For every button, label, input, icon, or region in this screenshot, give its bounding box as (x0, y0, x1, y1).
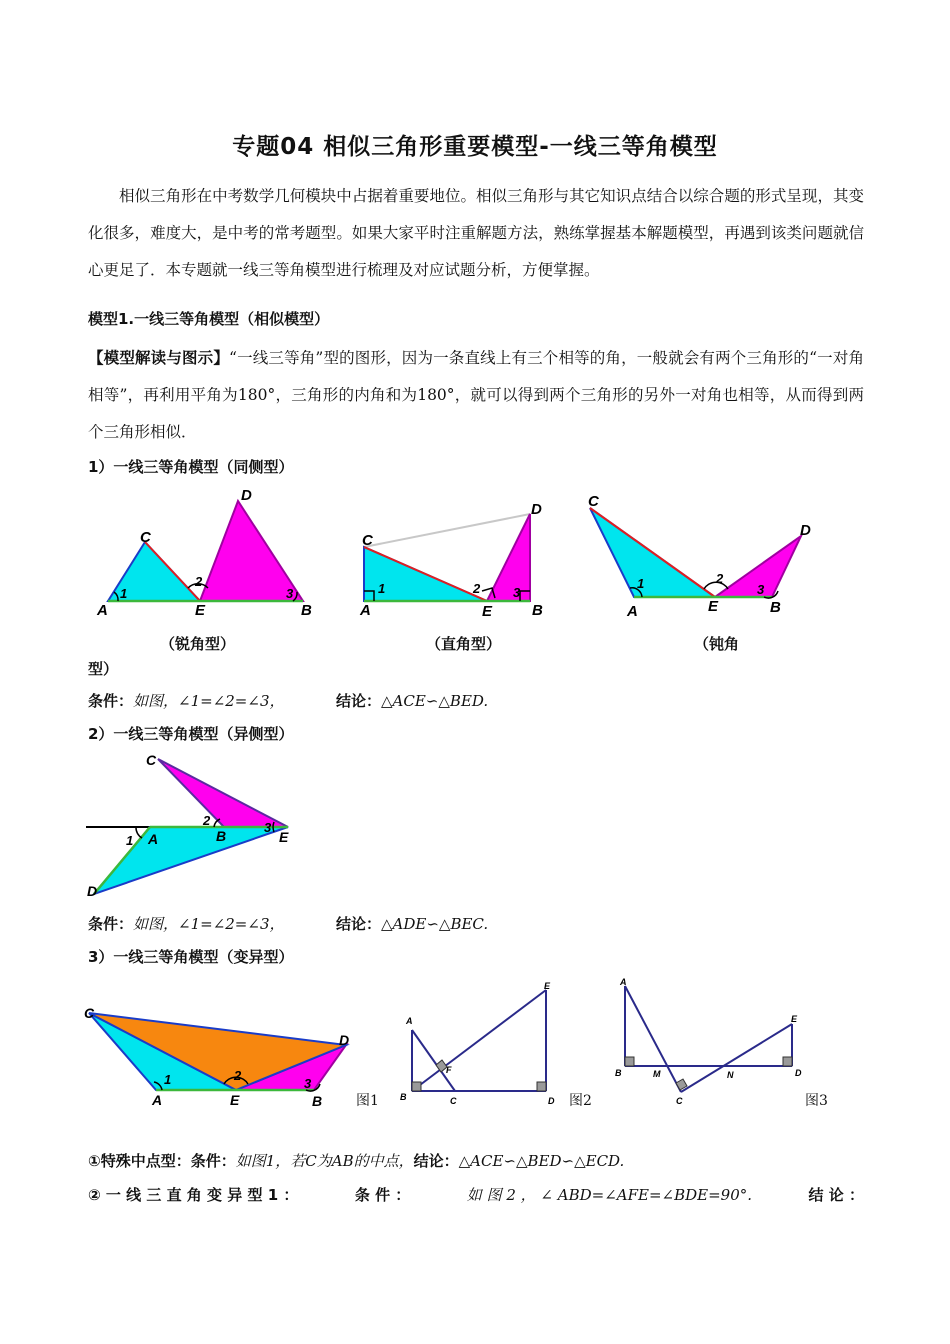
label-a: A (360, 602, 371, 619)
fig-num-3: 图3 (805, 1093, 828, 1109)
model1-desc-text: “一线三等角”型的图形，因为一条直线上有三个相等的角，一般就会有两个三角形的“一对角相等”，再利用平角为180°，三角形的内角和为180°，就可以得到两个三角形的另外一对角也相等，从而得到两个三角形相似． (88, 349, 864, 441)
label-c: C (676, 1096, 683, 1106)
angle-1: 1 (126, 833, 134, 848)
label-a: A (148, 831, 159, 847)
angle-2: 2 (234, 1068, 242, 1083)
angle-1: 1 (378, 581, 386, 596)
label-f: F (446, 1065, 452, 1075)
angle-3: 3 (304, 1076, 312, 1091)
label-b: B (400, 1092, 407, 1102)
figure-obtuse (582, 488, 822, 623)
sec1-heading: 1）一线三等角模型（同侧型） (88, 458, 294, 476)
special-case-2 (88, 1184, 864, 1205)
condition-1 (88, 690, 285, 711)
model1-description (88, 340, 864, 451)
label-b: B (615, 1068, 622, 1078)
caption-right: （直角型） (426, 635, 502, 653)
angle-1: 1 (637, 576, 645, 591)
label-c: C (146, 752, 157, 768)
caption-acute: （锐角型） (160, 635, 236, 653)
cond1-text: 如图，∠1=∠2=∠3， (133, 692, 285, 710)
edge-cd (364, 514, 530, 547)
label-a: A (152, 1092, 163, 1108)
figure-variant-1 (84, 1000, 359, 1110)
cond-label: 条件： (88, 915, 134, 933)
label-b: B (216, 828, 227, 844)
label-b: B (301, 602, 312, 619)
label-b: B (312, 1093, 323, 1109)
figure-right (352, 494, 562, 624)
angle-2: 2 (203, 813, 211, 828)
label-d: D (241, 487, 252, 504)
caption-obtuse-tail: 型） (88, 660, 119, 678)
special1-cond: 如图1，若C为AB的中点， (235, 1152, 414, 1170)
special1-concl-label: 结论： (413, 1152, 459, 1170)
special1-cond-label: 条件： (190, 1152, 236, 1170)
special1-prefix: ①特殊中点型： (88, 1152, 191, 1170)
angle-2: 2 (473, 581, 481, 596)
label-a: A (406, 1016, 413, 1026)
label-e: E (482, 603, 493, 620)
label-b: B (532, 602, 543, 619)
concl1-text: △ACE∽△BED. (381, 692, 489, 710)
angle-1: 1 (164, 1072, 172, 1087)
sec2-heading: 2）一线三等角模型（异侧型） (88, 725, 294, 743)
sec3-heading: 3）一线三等角模型（变异型） (88, 948, 294, 966)
special2-cond: 如 图 2 ， ∠ ABD=∠AFE=∠BDE=90°. (466, 1186, 753, 1204)
figure-acute (88, 484, 328, 624)
label-c: C (362, 532, 373, 549)
intro-paragraph: 相似三角形在中考数学几何模块中占据着重要地位。相似三角形与其它知识点结合以综合题的形式呈现，其变化很多，难度大，是中考的常考题型。如果大家平时注重解题方法，熟练掌握基本解题模型，再遇到该类问题就信心更足了．本专题就一线三等角模型进行梳理及对应试题分析，方便掌握。 (88, 187, 864, 279)
label-a: A (97, 602, 108, 619)
segment-ce (681, 1024, 792, 1092)
figure-variant-2 (398, 980, 560, 1110)
label-b: B (770, 599, 781, 616)
conclusion-2 (336, 913, 488, 934)
label-d: D (795, 1068, 802, 1078)
fig-num-2: 图2 (569, 1093, 592, 1109)
angle-3: 3 (264, 820, 272, 835)
label-e: E (279, 829, 289, 845)
concl-label: 结论： (336, 915, 382, 933)
figure-opposite-side (84, 750, 304, 900)
label-e: E (791, 1014, 798, 1024)
fig-num-1: 图1 (356, 1093, 379, 1109)
concl2-text: △ADE∽△BEC. (381, 915, 489, 933)
special2-cond-label: 条 件 ： (354, 1186, 411, 1204)
label-a: A (627, 603, 638, 620)
special2-concl-label: 结 论 ： (808, 1186, 864, 1204)
condition-2 (88, 913, 285, 934)
figure-variant-3 (610, 972, 810, 1107)
angle-3: 3 (757, 582, 765, 597)
label-c: C (84, 1005, 95, 1021)
angle-1: 1 (120, 586, 128, 601)
label-c: C (450, 1096, 457, 1106)
label-e: E (708, 598, 719, 615)
label-d: D (800, 522, 811, 539)
label-e: E (230, 1092, 240, 1108)
special1-concl: △ACE∽△BED∽△ECD. (458, 1152, 625, 1170)
model1-desc-label: 【模型解读与图示】 (88, 349, 229, 367)
label-d: D (531, 501, 542, 518)
label-e: E (195, 602, 206, 619)
label-d: D (548, 1096, 555, 1106)
angle-3: 3 (286, 586, 294, 601)
angle-2: 2 (195, 574, 203, 589)
cond-label: 条件： (88, 692, 134, 710)
page-title: 专题04 相似三角形重要模型-一线三等角模型 (232, 134, 718, 160)
angle-2: 2 (716, 571, 724, 586)
label-a: A (620, 977, 627, 987)
label-n: N (727, 1070, 734, 1080)
angle-3: 3 (513, 585, 521, 600)
special2-prefix: ② 一 线 三 直 角 变 异 型 1 ： (88, 1186, 299, 1204)
model1-heading: 模型1.一线三等角模型（相似模型） (88, 310, 330, 328)
conclusion-1 (336, 690, 488, 711)
special-case-1 (88, 1150, 624, 1171)
label-c: C (588, 493, 599, 510)
label-d: D (87, 883, 98, 899)
label-e: E (544, 981, 551, 991)
triangle-bed (487, 514, 530, 601)
concl-label: 结论： (336, 692, 382, 710)
triangle-bec (158, 759, 288, 827)
label-m: M (653, 1069, 661, 1079)
label-d: D (339, 1032, 350, 1048)
label-c: C (140, 529, 151, 546)
segment-be (412, 990, 546, 1091)
cond2-text: 如图，∠1=∠2=∠3， (133, 915, 285, 933)
caption-obtuse: （钝角 (694, 635, 740, 653)
